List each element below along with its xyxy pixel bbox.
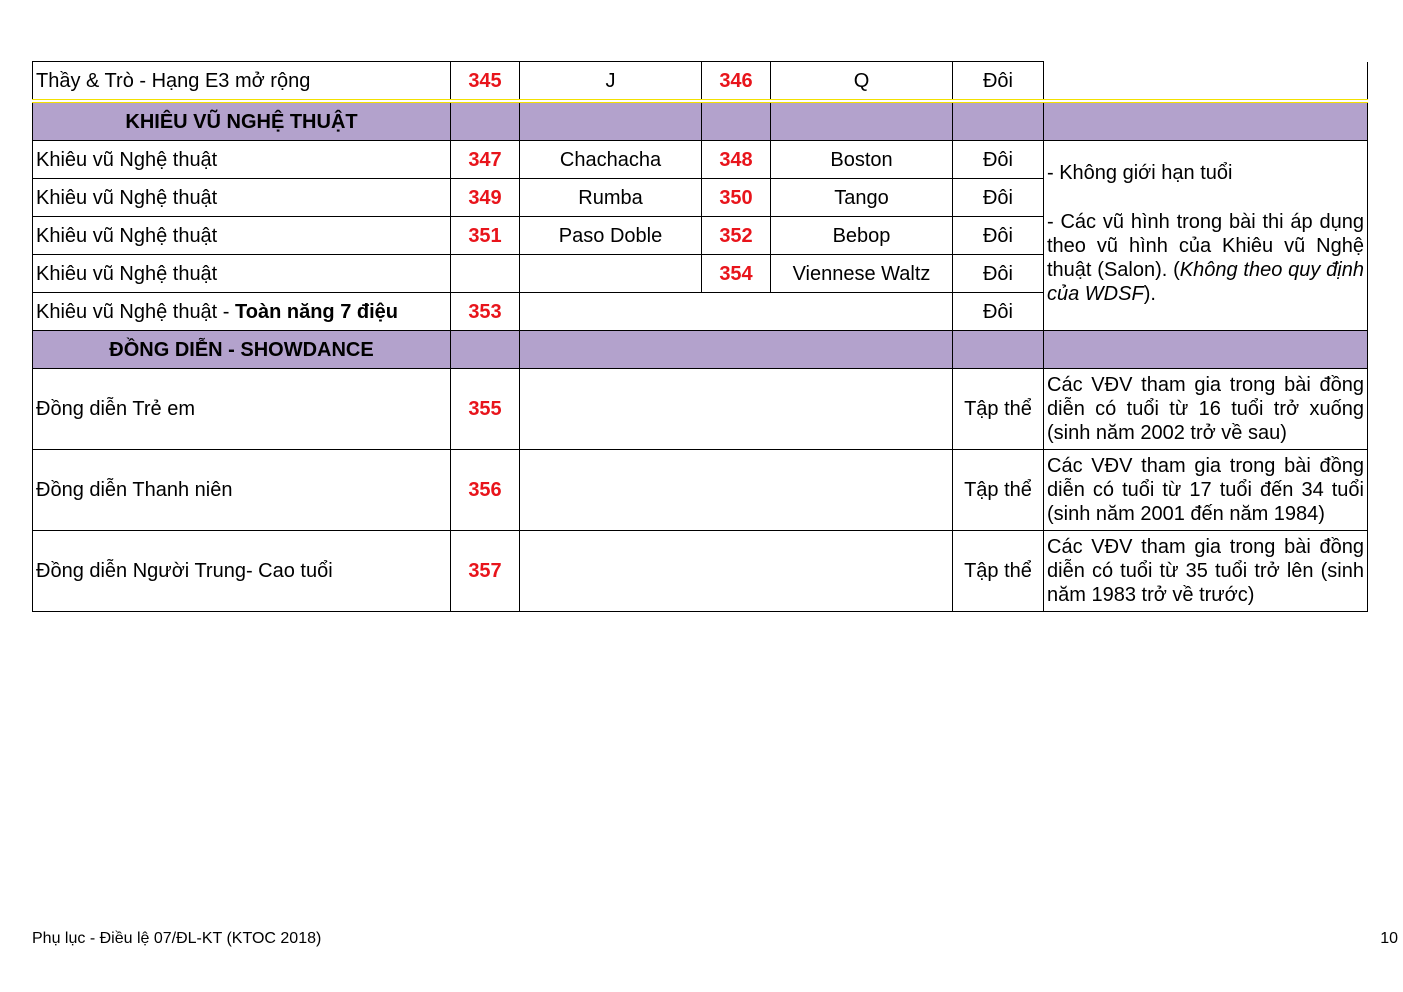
dance-name: Bebop [771,217,953,255]
event-number: 346 [702,62,771,102]
art-note [1044,141,1368,331]
page-number: 10 [1380,930,1398,947]
event-number: 350 [702,179,771,217]
event-name: Khiêu vũ Nghệ thuật [33,217,451,255]
event-number: 347 [451,141,520,179]
dance-name: Q [771,62,953,102]
section-header-show [33,331,1368,369]
age-note: Các VĐV tham gia trong bài đồng diễn có tuổi từ 17 tuổi đến 34 tuổi (sinh năm 2001 đến năm 1984) [1044,450,1368,531]
dance-name: J [520,62,702,102]
event-number: 353 [451,293,520,331]
event-type: Tập thể [953,369,1044,450]
event-name: Khiêu vũ Nghệ thuật - Toàn năng 7 điệu [33,293,451,331]
event-type: Đôi [953,293,1044,331]
footer-text: Phụ lục - Điều lệ 07/ĐL-KT (KTOC 2018) [32,930,322,947]
event-type: Đôi [953,217,1044,255]
dance-name: Rumba [520,179,702,217]
dance-name [520,255,702,293]
dance-name: Paso Doble [520,217,702,255]
competition-table [32,61,1368,612]
event-number: 354 [702,255,771,293]
event-name: Khiêu vũ Nghệ thuật [33,141,451,179]
event-number: 355 [451,369,520,450]
section-header-art [33,101,1368,141]
event-number: 357 [451,531,520,612]
event-number: 348 [702,141,771,179]
table-row [33,141,1368,179]
art-note-line2: - Các vũ hình trong bài thi áp dụng theo vũ hình của Khiêu vũ Nghệ thuật (Salon). (Không theo quy định của WDSF). [1047,211,1364,305]
note-cell [1044,62,1368,102]
art-note-line1: - Không giới hạn tuổi [1047,162,1233,184]
event-type: Tập thể [953,531,1044,612]
dance-name: Boston [771,141,953,179]
event-type: Đôi [953,179,1044,217]
age-note: Các VĐV tham gia trong bài đồng diễn có tuổi từ 16 tuổi trở xuống (sinh năm 2002 trở về sau) [1044,369,1368,450]
event-type: Đôi [953,141,1044,179]
dance-name: Tango [771,179,953,217]
table-row [33,450,1368,531]
table-row [33,369,1368,450]
event-type: Đôi [953,62,1044,102]
event-type: Đôi [953,255,1044,293]
event-name: Thầy & Trò - Hạng E3 mở rộng [33,62,451,102]
age-note: Các VĐV tham gia trong bài đồng diễn có tuổi từ 35 tuổi trở lên (sinh năm 1983 trở về trước) [1044,531,1368,612]
section-title: ĐỒNG DIỄN - SHOWDANCE [33,331,451,369]
table-row [33,531,1368,612]
event-name: Khiêu vũ Nghệ thuật [33,179,451,217]
dance-name: Viennese Waltz [771,255,953,293]
table-row [33,62,1368,102]
event-name: Đồng diễn Người Trung- Cao tuổi [33,531,451,612]
event-name: Khiêu vũ Nghệ thuật [33,255,451,293]
event-name: Đồng diễn Trẻ em [33,369,451,450]
event-number: 351 [451,217,520,255]
section-title: KHIÊU VŨ NGHỆ THUẬT [33,101,451,141]
event-number: 349 [451,179,520,217]
event-number: 345 [451,62,520,102]
event-number: 352 [702,217,771,255]
event-name: Đồng diễn Thanh niên [33,450,451,531]
event-type: Tập thể [953,450,1044,531]
dance-name: Chachacha [520,141,702,179]
event-number: 356 [451,450,520,531]
event-number [451,255,520,293]
